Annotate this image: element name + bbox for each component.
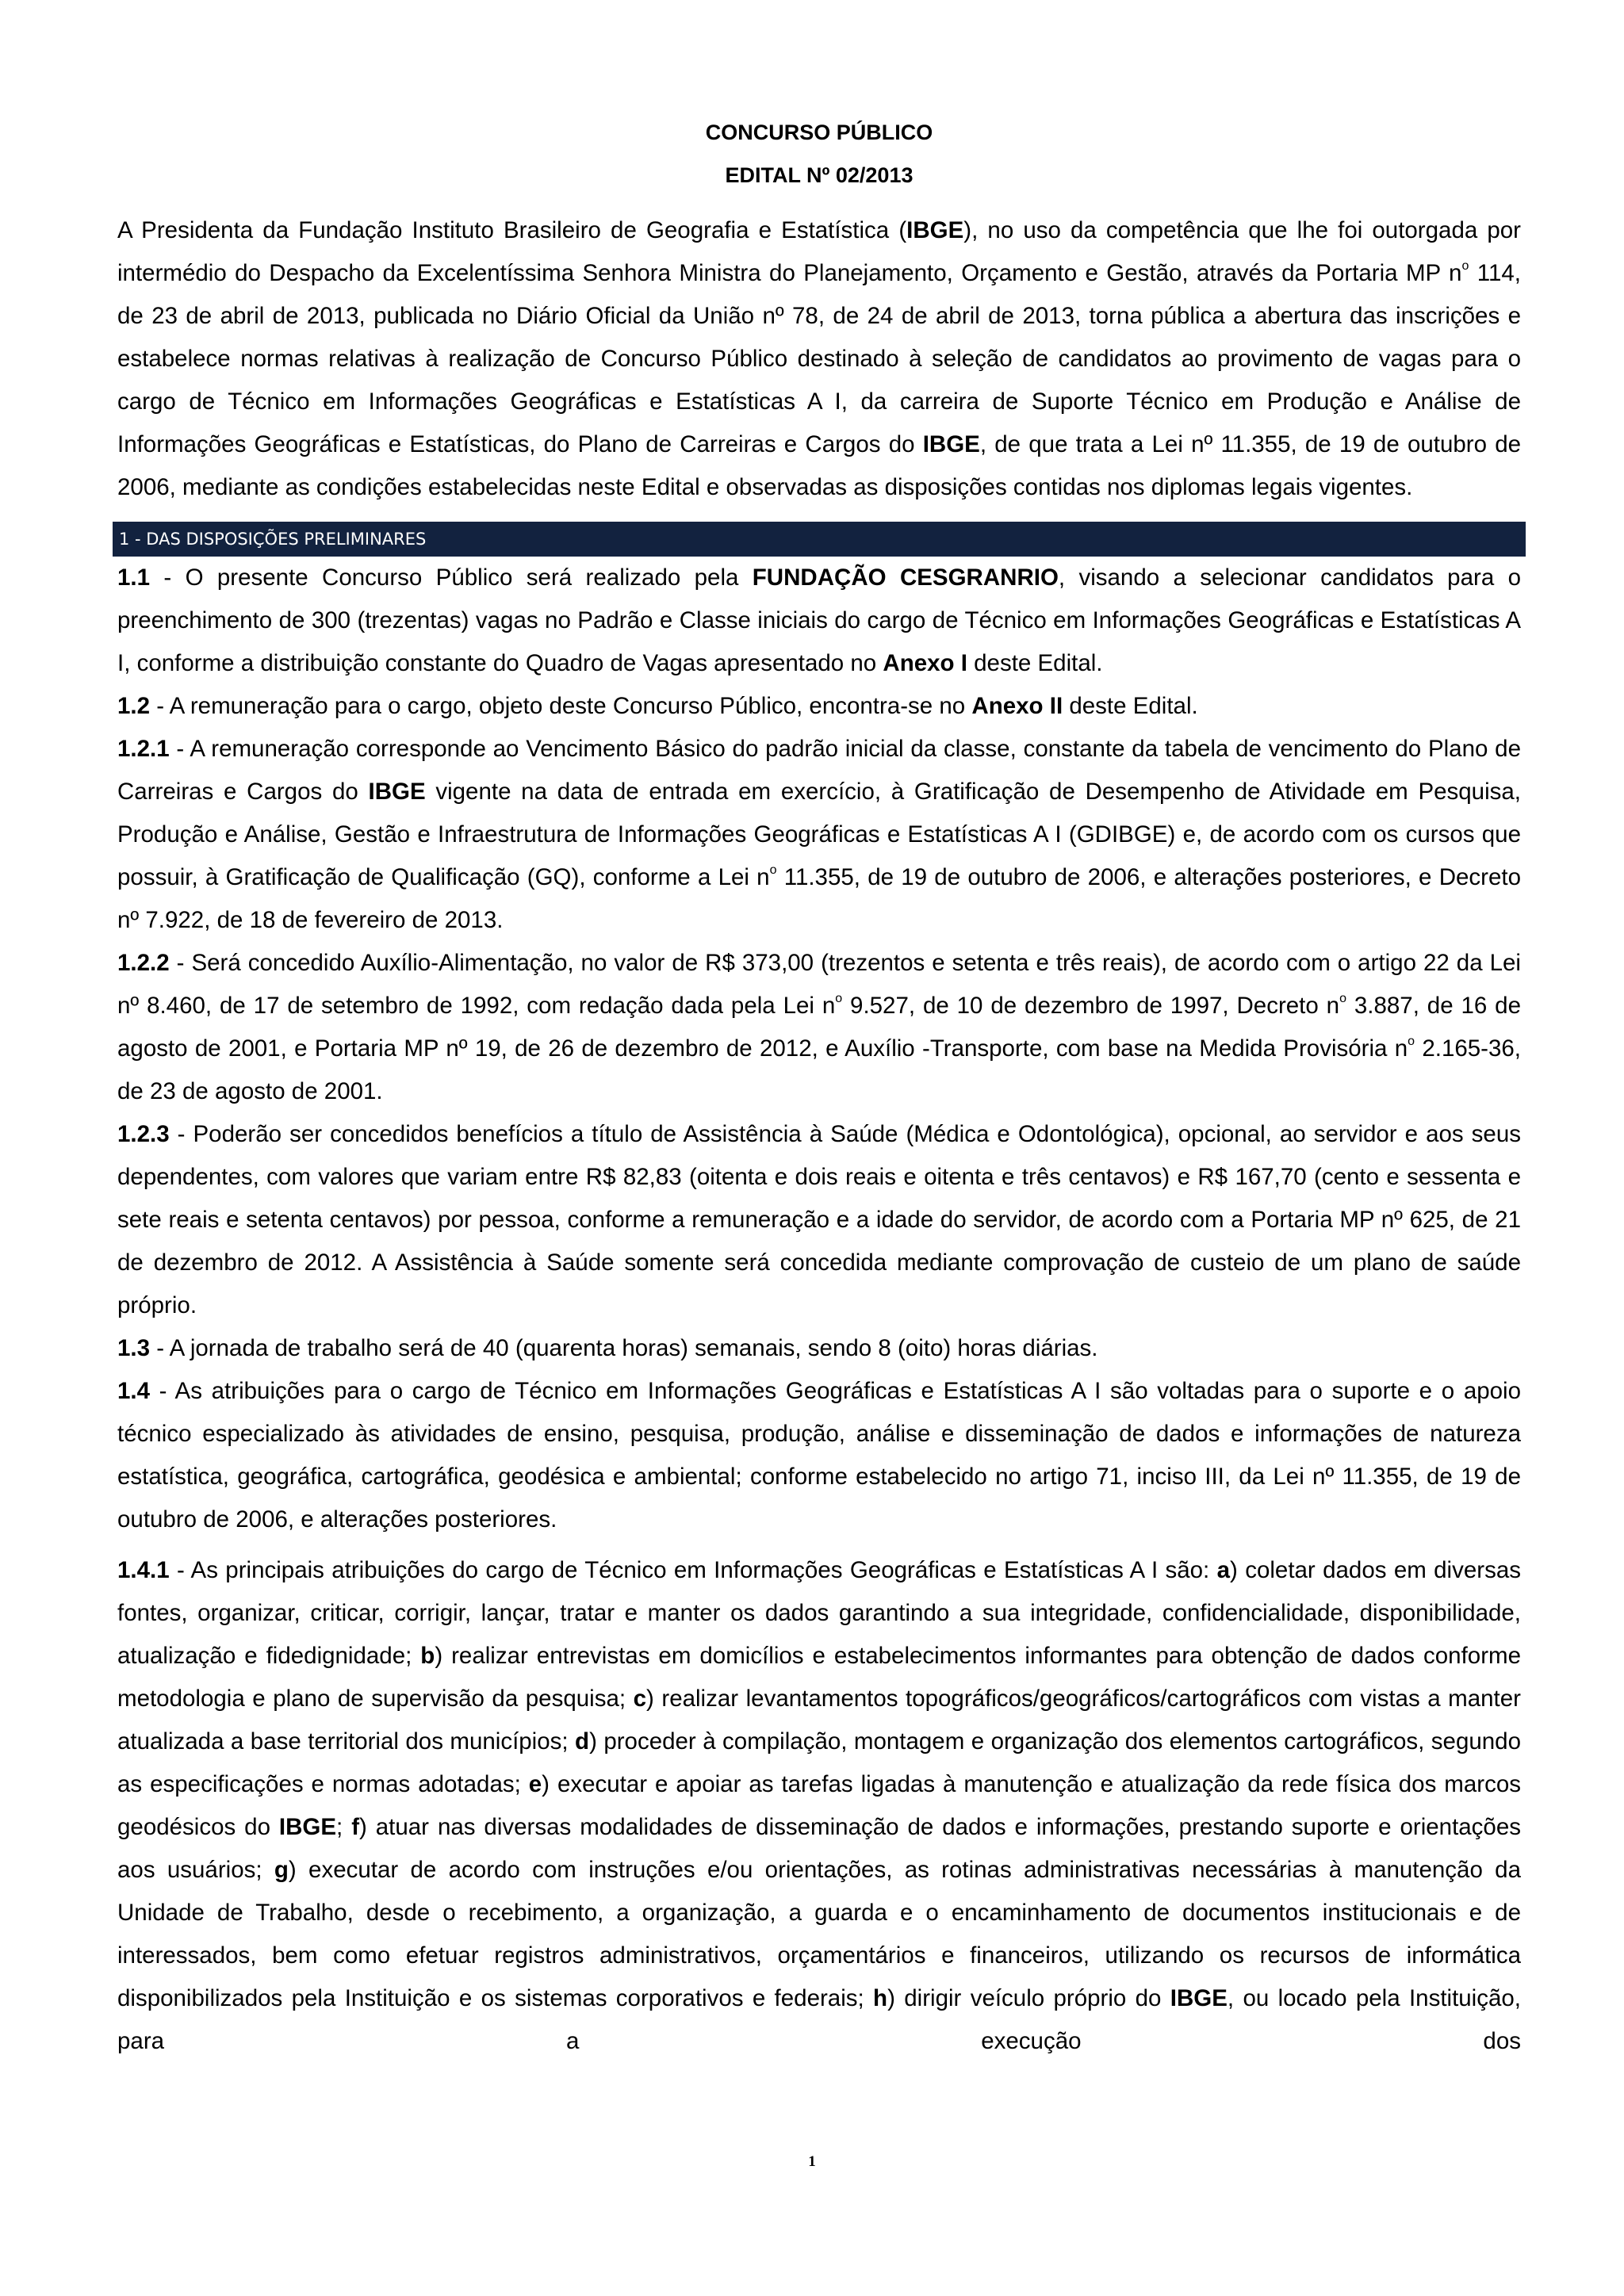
paragraph-1-1: [117, 557, 1521, 685]
clause-text: ) realizar levantamentos topográficos/geográficos/cartográficos com vistas a manter atualizada a base territorial dos municípios;: [117, 1686, 1521, 1755]
document-title: CONCURSO PÚBLICO: [705, 121, 933, 144]
superscript: o: [1408, 1035, 1415, 1048]
clause-number: 1.4.1: [117, 1557, 170, 1583]
clause-text: deste Edital.: [967, 650, 1103, 676]
document-body: [117, 111, 1521, 2063]
clause-text: ) proceder à compilação, montagem e organização dos elementos cartográficos, segundo as especificações e normas adotadas;: [117, 1728, 1521, 1797]
clause-text: ) executar de acordo com instruções e/ou orientações, as rotinas administrativas necessárias à manutenção da Unidade de Trabalho, desde o recebimento, a organização, a guarda e o encaminhamento de documentos institucionais e de interessados, bem como efetuar registros administrativos, orçamentários e financeiros, utilizando os recursos de informática disponibilizados pela Instituição e os sistemas corporativos e federais;: [117, 1857, 1521, 2011]
ibge-reference: IBGE: [1170, 1985, 1228, 2011]
paragraph-1-4: [117, 1370, 1521, 1541]
clause-text: - A remuneração para o cargo, objeto deste Concurso Público, encontra-se no: [150, 693, 972, 719]
paragraph-1-2-1: [117, 728, 1521, 942]
clause-text: 2.165-36, de 23 de agosto de 2001.: [117, 1035, 1521, 1104]
clause-text: ) executar e apoiar as tarefas ligadas à manutenção e atualização da rede física dos marcos geodésicos do: [117, 1771, 1521, 1840]
clause-text: ) coletar dados em diversas fontes, organizar, criticar, corrigir, lançar, tratar e manter os dados garantindo a sua integridade, confidencialidade, disponibilidade, atualização e fidedignidade;: [117, 1557, 1521, 1669]
paragraph-1-2-3: [117, 1113, 1521, 1327]
clause-number: 1.2.1: [117, 736, 170, 762]
paragraph-1-2: [117, 685, 1521, 728]
clause-text: 11.355, de 19 de outubro de 2006, e alterações posteriores, e Decreto nº 7.922, de 18 de fevereiro de 2013.: [117, 864, 1521, 933]
clause-text: - As principais atribuições do cargo de Técnico em Informações Geográficas e Estatísticas A I são:: [169, 1557, 1217, 1583]
paragraph-1-4-1: [117, 1549, 1521, 2063]
clause-text: , ou locado pela Instituição, para a execução dos: [117, 1985, 1521, 2054]
intro-superscript: o: [1461, 259, 1469, 273]
clause-text: ) dirigir veículo próprio do: [887, 1985, 1170, 2011]
clause-text: ;: [336, 1814, 352, 1840]
clause-text: - O presente Concurso Público será realizado pela: [150, 564, 753, 591]
clause-text: ) atuar nas diversas modalidades de disseminação de dados e informações, prestando suporte e orientações aos usuários;: [117, 1814, 1521, 1883]
paragraph-1-3: [117, 1327, 1521, 1370]
clause-number: 1.2.3: [117, 1121, 170, 1147]
clause-number: 1.4: [117, 1378, 151, 1404]
clause-number: 1.2.2: [117, 950, 170, 976]
item-letter: a: [1216, 1557, 1231, 1583]
title-block: [117, 111, 1521, 197]
intro-text-1: A Presidenta da Fundação Instituto Brasileiro de Geografia e Estatística (: [117, 217, 907, 243]
clause-number: 1.1: [117, 564, 151, 591]
clause-text: - Poderão ser concedidos benefícios a título de Assistência à Saúde (Médica e Odontológica), opcional, ao servidor e aos seus dependentes, com valores que variam entre R$ 82,83 (oitenta e dois reais e oitenta e três centavos) e R$ 167,70 (cento e sessenta e sete reais e setenta centavos) por pessoa, conforme a remuneração e a idade do servidor, de acordo com a Portaria MP nº 625, de 21 de dezembro de 2012. A Assistência à Saúde somente será concedida mediante comprovação de custeio de um plano de saúde próprio.: [117, 1121, 1521, 1318]
superscript: o: [835, 992, 843, 1005]
organization-name: FUNDAÇÃO CESGRANRIO: [752, 564, 1059, 591]
clause-text: - Será concedido Auxílio-Alimentação, no valor de R$ 373,00 (trezentos e setenta e três reais), de acordo com o artigo 22 da Lei nº 8.460, de 17 de setembro de 1992, com redação dada pela Lei n: [117, 950, 1521, 1019]
clause-text: vigente na data de entrada em exercício, à Gratificação de Desempenho de Atividade em Pesquisa, Produção e Análise, Gestão e Infraestrutura de Informações Geográficas e Estatísticas A I (GDIBGE) e, de acordo com os cursos que possuir, à Gratificação de Qualificação (GQ), conforme a Lei n: [117, 779, 1522, 890]
ibge-reference: IBGE: [368, 779, 426, 805]
document-subtitle: EDITAL Nº 02/2013: [725, 163, 914, 187]
item-letter: h: [873, 1985, 888, 2011]
superscript: o: [769, 863, 777, 877]
clause-text: - As atribuições para o cargo de Técnico em Informações Geográficas e Estatísticas A I são voltadas para o suporte e o apoio técnico especializado às atividades de ensino, pesquisa, produção, análise e disseminação de dados e informações de natureza estatística, geográfica, cartográfica, geodésica e ambiental; conforme estabelecido no artigo 71, inciso III, da Lei nº 11.355, de 19 de outubro de 2006, e alterações posteriores.: [117, 1378, 1521, 1533]
clause-text: 3.887, de 16 de agosto de 2001, e Portaria MP nº 19, de 26 de dezembro de 2012, e Auxílio -Transporte, com base na Medida Provisória n: [117, 993, 1521, 1062]
intro-paragraph: [117, 209, 1521, 509]
clause-text: 9.527, de 10 de dezembro de 1997, Decreto n: [842, 993, 1340, 1019]
item-letter: c: [633, 1686, 647, 1712]
item-letter: b: [420, 1643, 435, 1669]
section-heading-1: 1 - DAS DISPOSIÇÕES PRELIMINARES: [113, 522, 1526, 557]
clause-text: ) realizar entrevistas em domicílios e estabelecimentos informantes para obtenção de dados conforme metodologia e plano de supervisão da pesquisa;: [117, 1643, 1521, 1712]
clause-text: , visando a selecionar candidatos para o preenchimento de 300 (trezentas) vagas no Padrão e Classe iniciais do cargo de Técnico em Informações Geográficas e Estatísticas A I, conforme a distribuição constante do Quadro de Vagas apresentado no: [117, 564, 1521, 676]
intro-text-2: ), no uso da competência que lhe foi outorgada por intermédio do Despacho da Excelentíssima Senhora Ministra do Planejamento, Orçamento e Gestão, através da Portaria MP n: [117, 217, 1521, 286]
paragraph-1-2-2: [117, 942, 1521, 1113]
item-letter: d: [575, 1728, 590, 1755]
superscript: o: [1339, 992, 1346, 1005]
clause-text: - A remuneração corresponde ao Vencimento Básico do padrão inicial da classe, constante da tabela de vencimento do Plano de Carreiras e Cargos do: [117, 736, 1521, 805]
intro-text-3: 114, de 23 de abril de 2013, publicada no Diário Oficial da União nº 78, de 24 de abril de 2013, torna pública a abertura das inscrições e estabelece normas relativas à realização de Concurso Público destinado à seleção de candidatos ao provimento de vagas para o cargo de Técnico em Informações Geográficas e Estatísticas A I, da carreira de Suporte Técnico em Produção e Análise de Informações Geográficas e Estatísticas, do Plano de Carreiras e Cargos do: [117, 260, 1521, 457]
intro-ibge-2: IBGE: [922, 431, 980, 457]
annex-reference: Anexo I: [883, 650, 967, 676]
item-letter: f: [351, 1814, 360, 1840]
ibge-reference: IBGE: [278, 1814, 337, 1840]
clause-text: - A jornada de trabalho será de 40 (quarenta horas) semanais, sendo 8 (oito) horas diárias.: [150, 1335, 1098, 1361]
intro-text-4: , de que trata a Lei nº 11.355, de 19 de outubro de 2006, mediante as condições estabelecidas neste Edital e observadas as disposições contidas nos diplomas legais vigentes.: [117, 431, 1522, 500]
item-letter: e: [528, 1771, 542, 1797]
page-number: 1: [808, 2153, 816, 2170]
clause-number: 1.2: [117, 693, 151, 719]
clause-text: deste Edital.: [1063, 693, 1198, 719]
clause-number: 1.3: [117, 1335, 151, 1361]
intro-ibge-1: IBGE: [906, 217, 964, 243]
annex-reference: Anexo II: [971, 693, 1063, 719]
item-letter: g: [274, 1857, 289, 1883]
